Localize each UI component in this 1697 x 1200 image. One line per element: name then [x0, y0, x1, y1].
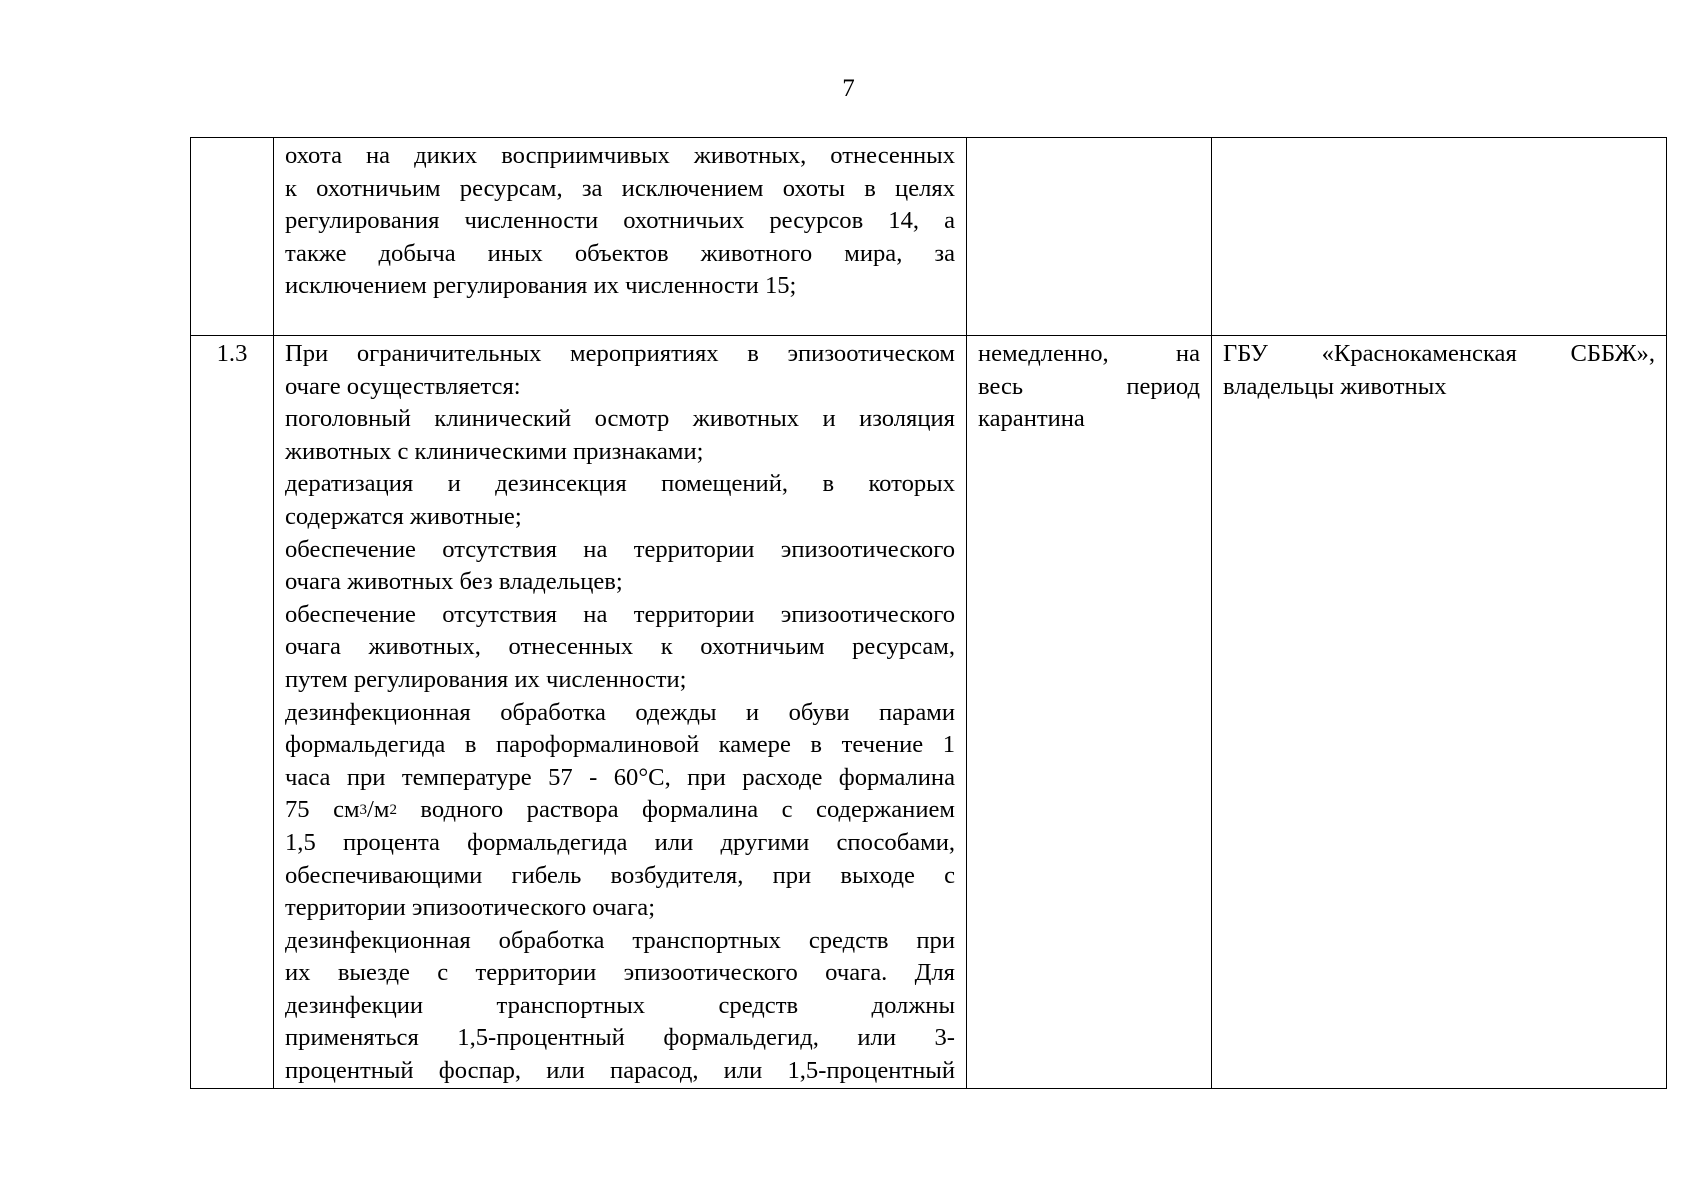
formalin-dose-line: 75 $см^3/м^2$ водного раствора формалина с содержанием [285, 796, 955, 824]
text-line: обеспечивающими гибель возбудителя, при выходе с [285, 861, 955, 889]
page-number: 7 [842, 75, 855, 102]
table-row [191, 336, 1667, 1089]
text-line: регулирования численности охотничьих ресурсов 14, а [285, 207, 955, 235]
text-line: охота на диких восприимчивых животных, отнесенных [285, 142, 955, 169]
text-line: очага животных, отнесенных к охотничьим ресурсам, [285, 633, 955, 661]
row-number-cell [191, 138, 274, 336]
text-line: дезинфекционная обработка транспортных средств при [285, 926, 955, 954]
text-line: формальдегида в пароформалиновой камере в течение 1 [285, 731, 955, 759]
text-line: животных с клиническими признаками; [285, 437, 704, 465]
row-number-cell: 1.3 [191, 336, 274, 1089]
text-line: владельцы животных [1223, 372, 1447, 400]
text-line: При ограничительных мероприятиях в эпизоотическом [285, 340, 955, 367]
text-line: обеспечение отсутствия на территории эпизоотического [285, 535, 955, 563]
measures-table [190, 137, 1667, 1089]
measure-text [285, 338, 955, 794]
text-line: путем регулирования их численности; [285, 665, 687, 693]
term-cell [967, 138, 1212, 336]
text-line: территории эпизоотического очага; [285, 894, 656, 922]
text-line: также добыча иных объектов животного мира, за [285, 239, 955, 267]
responsible-text [1223, 338, 1655, 403]
text-line: карантина [978, 405, 1085, 433]
text-line: содержатся животные; [285, 502, 522, 530]
text-line: часа при температуре 57 - 60°С, при расходе формалина [285, 763, 955, 791]
measure-text [285, 140, 955, 303]
term-text [978, 338, 1200, 436]
text-line: весь период [978, 372, 1200, 400]
text-line: процентный фоспар, или парасод, или 1,5-процентный [285, 1057, 955, 1085]
table-row [191, 138, 1667, 336]
measure-text-continued [285, 827, 955, 1088]
measure-cell [274, 336, 967, 1089]
text-line: исключением регулирования их численности 15; [285, 272, 797, 300]
responsible-cell [1212, 138, 1667, 336]
text-line: поголовный клинический осмотр животных и изоляция [285, 405, 955, 433]
text-line: 1,5 процента формальдегида или другими способами, [285, 828, 955, 856]
text-line: к охотничьим ресурсам, за исключением охоты в целях [285, 174, 955, 202]
text-line: их выезде с территории эпизоотического очага. Для [285, 959, 955, 987]
text-line: очаге осуществляется: [285, 372, 521, 400]
text-line: обеспечение отсутствия на территории эпизоотического [285, 600, 955, 628]
text-line: дератизация и дезинсекция помещений, в которых [285, 470, 955, 498]
text-line: ГБУ «Краснокаменская СББЖ», [1223, 340, 1655, 367]
text-line: немедленно, на [978, 340, 1200, 367]
term-cell [967, 336, 1212, 1089]
text-line: дезинфекционная обработка одежды и обуви парами [285, 698, 955, 726]
measure-cell [274, 138, 967, 336]
text-line: применяться 1,5-процентный формальдегид, или 3- [285, 1024, 955, 1052]
text-line: дезинфекции транспортных средств должны [285, 991, 955, 1019]
responsible-cell [1212, 336, 1667, 1089]
text-line: очага животных без владельцев; [285, 568, 623, 596]
